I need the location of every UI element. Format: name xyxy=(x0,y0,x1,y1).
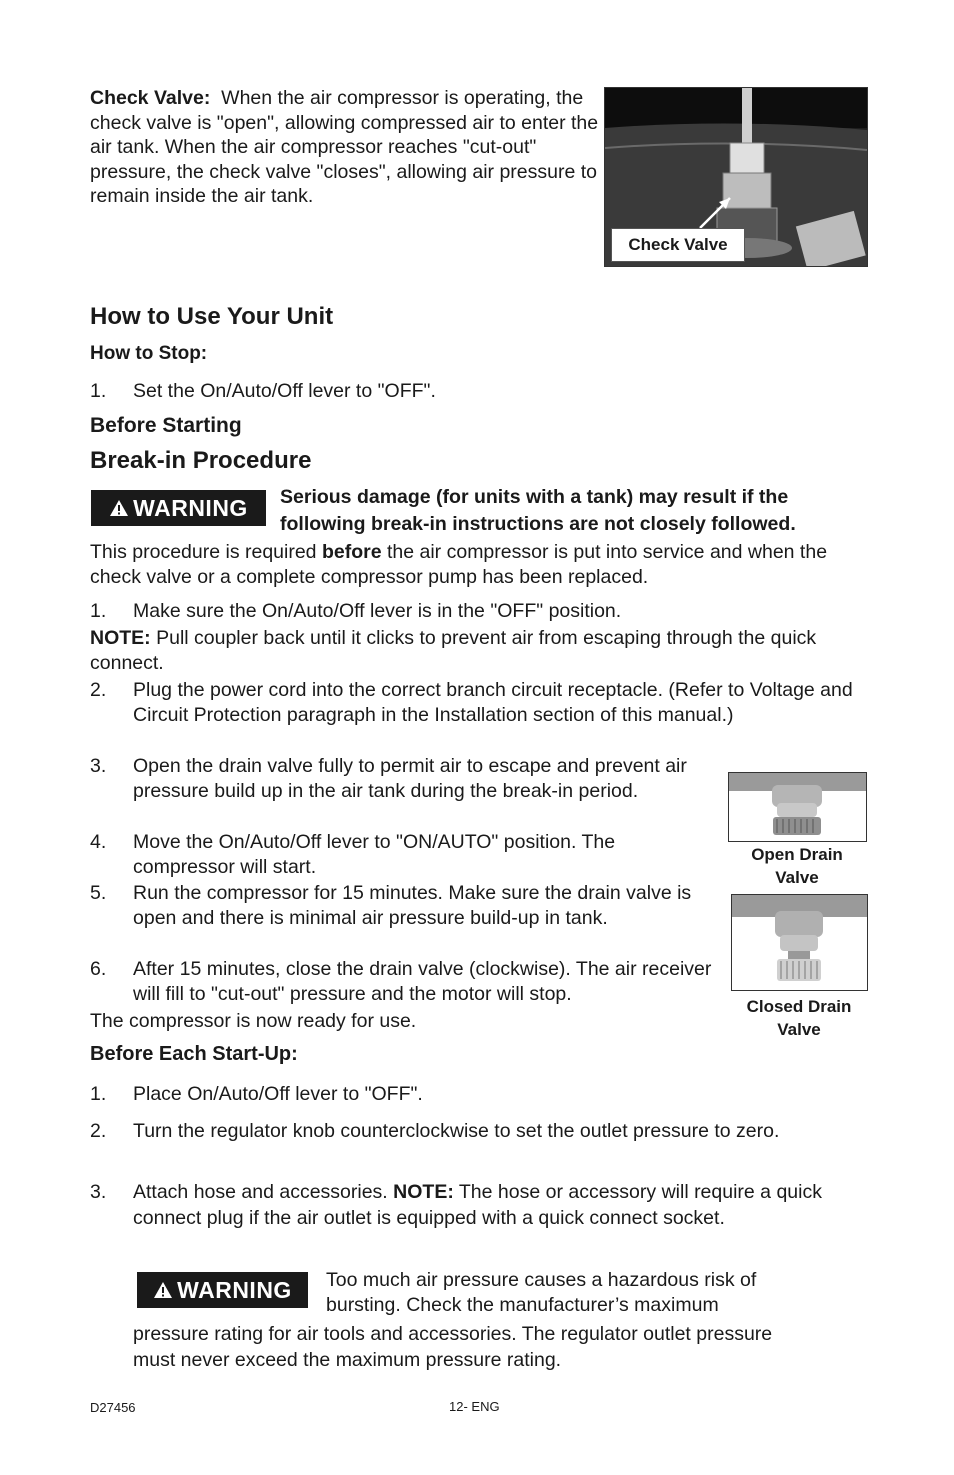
how-to-stop-heading: How to Stop: xyxy=(90,343,208,364)
break-in-step-5: 5. Run the compressor for 15 minutes. Make sure the drain valve is open and there is minimal air pressure build-up in tank. xyxy=(90,882,692,929)
break-in-title: Break-in Procedure xyxy=(90,447,312,474)
closed-drain-valve-caption: Closed Drain Valve xyxy=(746,997,852,1039)
warning-triangle-icon xyxy=(109,499,129,517)
break-in-step-2: 2. Plug the power cord into the correct branch circuit receptacle. (Refer to Voltage and Circuit Protection paragraph in the Installation section of this manual.) xyxy=(90,679,853,726)
warning-badge-pressure xyxy=(137,1272,308,1308)
stop-step-1: 1. Set the On/Auto/Off lever to "OFF". xyxy=(90,380,436,402)
footer-page-number: 12- ENG xyxy=(449,1399,500,1414)
how-to-use-title: How to Use Your Unit xyxy=(90,303,334,330)
check-valve-caption-box xyxy=(611,228,745,262)
start-up-step-3: 3. Attach hose and accessories. NOTE: The hose or accessory will require a quick connect plug if the air outlet is equipped with a quick connect socket. xyxy=(90,1181,822,1229)
break-in-step-1: 1. Make sure the On/Auto/Off lever is in the "OFF" position. xyxy=(90,600,622,622)
break-in-intro: This procedure is required before the air compressor is put into service and when the check valve or a complete compressor pump has been replaced. xyxy=(90,541,828,588)
warning-triangle-icon xyxy=(153,1281,173,1299)
check-valve-photo xyxy=(604,87,868,267)
before-each-start-up-heading: Before Each Start-Up: xyxy=(90,1043,298,1065)
break-in-step-4: 4. Move the On/Auto/Off lever to "ON/AUTO" position. The compressor will start. xyxy=(90,831,616,878)
warning-label: WARNING xyxy=(133,494,248,521)
closed-drain-valve-photo xyxy=(731,894,868,991)
closed-drain-valve-illustration xyxy=(732,895,867,990)
open-drain-valve-photo xyxy=(728,772,867,842)
break-in-step-6: 6. After 15 minutes, close the drain valve (clockwise). The air receiver will fill to "cut-out" pressure and the motor will stop. xyxy=(90,958,712,1005)
check-valve-paragraph xyxy=(90,86,602,209)
pressure-warning-text-1: Too much air pressure causes a hazardous risk of bursting. Check the manufacturer’s maximum xyxy=(326,1269,757,1316)
check-valve-caption: Check Valve xyxy=(628,235,728,254)
check-valve-text: When the air compressor is operating, the check valve is "open", allowing compressed air to enter the air tank. When the air compressor reaches "cut-out" pressure, the check valve "closes", allowing air pressure to remain inside the air tank. xyxy=(90,87,599,207)
start-up-step-2: 2. Turn the regulator knob counterclockwise to set the outlet pressure to zero. xyxy=(90,1120,780,1142)
warning-label: WARNING xyxy=(177,1276,292,1303)
pressure-warning-text-2: pressure rating for air tools and accessories. The regulator outlet pressure must never exceed the maximum pressure rating. xyxy=(133,1323,773,1371)
break-in-warning-text: Serious damage (for units with a tank) may result if the following break-in instructions are not closely followed. xyxy=(280,486,796,535)
break-in-step-3: 3. Open the drain valve fully to permit air to escape and prevent air pressure build up in the air tank during the break-in period. xyxy=(90,755,687,802)
compressor-ready-text: The compressor is now ready for use. xyxy=(90,1010,417,1032)
footer-model-number: D27456 xyxy=(90,1400,136,1415)
open-drain-valve-caption: Open Drain Valve xyxy=(751,845,843,887)
open-drain-valve-illustration xyxy=(729,773,866,841)
before-starting-heading: Before Starting xyxy=(90,414,242,437)
break-in-note: NOTE: Pull coupler back until it clicks to prevent air from escaping through the quick connect. xyxy=(90,627,817,674)
warning-badge-break-in xyxy=(91,490,266,526)
start-up-step-1: 1. Place On/Auto/Off lever to "OFF". xyxy=(90,1083,423,1105)
check-valve-label: Check Valve: xyxy=(90,87,211,109)
